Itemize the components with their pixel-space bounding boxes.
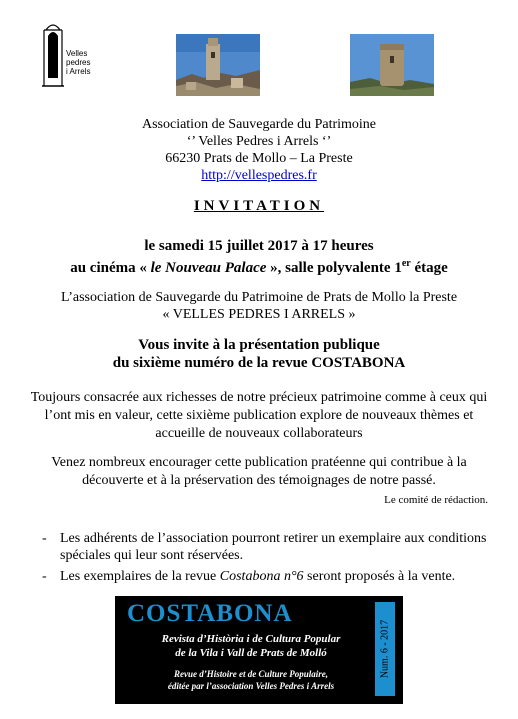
association-logo bbox=[40, 18, 125, 88]
event-date: le samedi 15 juillet 2017 à 17 heures bbox=[144, 238, 374, 254]
venue-name: le Nouveau Palace bbox=[150, 260, 267, 276]
event-venue: au cinéma « le Nouveau Palace », salle polyvalente 1er étage bbox=[70, 258, 448, 276]
logo-emblem-icon bbox=[40, 18, 125, 88]
association-full-name: L’association de Sauvegarde du Patrimoine de Prats de Mollo la Preste bbox=[60, 290, 458, 305]
invitation-title: INVITATION bbox=[193, 198, 325, 214]
description-paragraph: Toujours consacrée aux richesses de notre précieux patrimoine comme à ceux qui l’ont mis en valeur, cette sixième publication explore de nouveaux thèmes et accueille de nouveaux collaborateurs bbox=[30, 390, 488, 441]
website-link[interactable]: http://vellespedres.fr bbox=[201, 168, 317, 183]
invite-block bbox=[0, 336, 518, 372]
association-subname: ‘’ Velles Pedres i Arrels ‘’ bbox=[186, 134, 332, 149]
list-item: - Les adhérents de l’association pourront retirer un exemplaire aux conditions spéciales qui leur sont réservées. bbox=[42, 531, 487, 563]
banner-title: COSTABONA bbox=[127, 600, 293, 627]
address-block bbox=[0, 116, 518, 184]
association-short-name: « VELLES PEDRES I ARRELS » bbox=[162, 307, 356, 322]
banner-french-subtitle: Revue d’Histoire et de Culture Populaire, éditée par l’association Velles Pedres i Arrels bbox=[167, 669, 335, 691]
signature: Le comité de rédaction. bbox=[384, 494, 488, 506]
invite-line-2: du sixième numéro de la revue COSTABONA bbox=[112, 355, 406, 371]
logo-text-1: Velles bbox=[66, 49, 88, 58]
banner-subtitle: Revista d’Història i de Cultura Popular de la Vila i Vall de Prats de Molló bbox=[161, 633, 341, 659]
logo-text-2: pedres bbox=[66, 58, 91, 67]
encouragement-paragraph: Venez nombreux encourager cette publication pratéenne qui contribue à la découverte et à la préservation des témoignages de notre passé. bbox=[51, 455, 467, 488]
event-date-block bbox=[0, 237, 518, 277]
association-block bbox=[0, 289, 518, 323]
association-name: Association de Sauvegarde du Patrimoine bbox=[141, 117, 377, 132]
notes-list bbox=[40, 530, 500, 589]
invite-line-1: Vous invite à la présentation publique bbox=[138, 337, 380, 353]
church-tower-photo bbox=[176, 34, 260, 96]
logo-text-3: i Arrels bbox=[66, 67, 91, 76]
costabona-banner bbox=[115, 596, 403, 704]
postal-address: 66230 Prats de Mollo – La Preste bbox=[165, 151, 353, 166]
issue-number-badge: Num. 6 - 2017 bbox=[375, 602, 395, 696]
list-item: - Les exemplaires de la revue Costabona n°6 seront proposés à la vente. bbox=[42, 569, 456, 584]
round-tower-photo bbox=[350, 34, 434, 96]
